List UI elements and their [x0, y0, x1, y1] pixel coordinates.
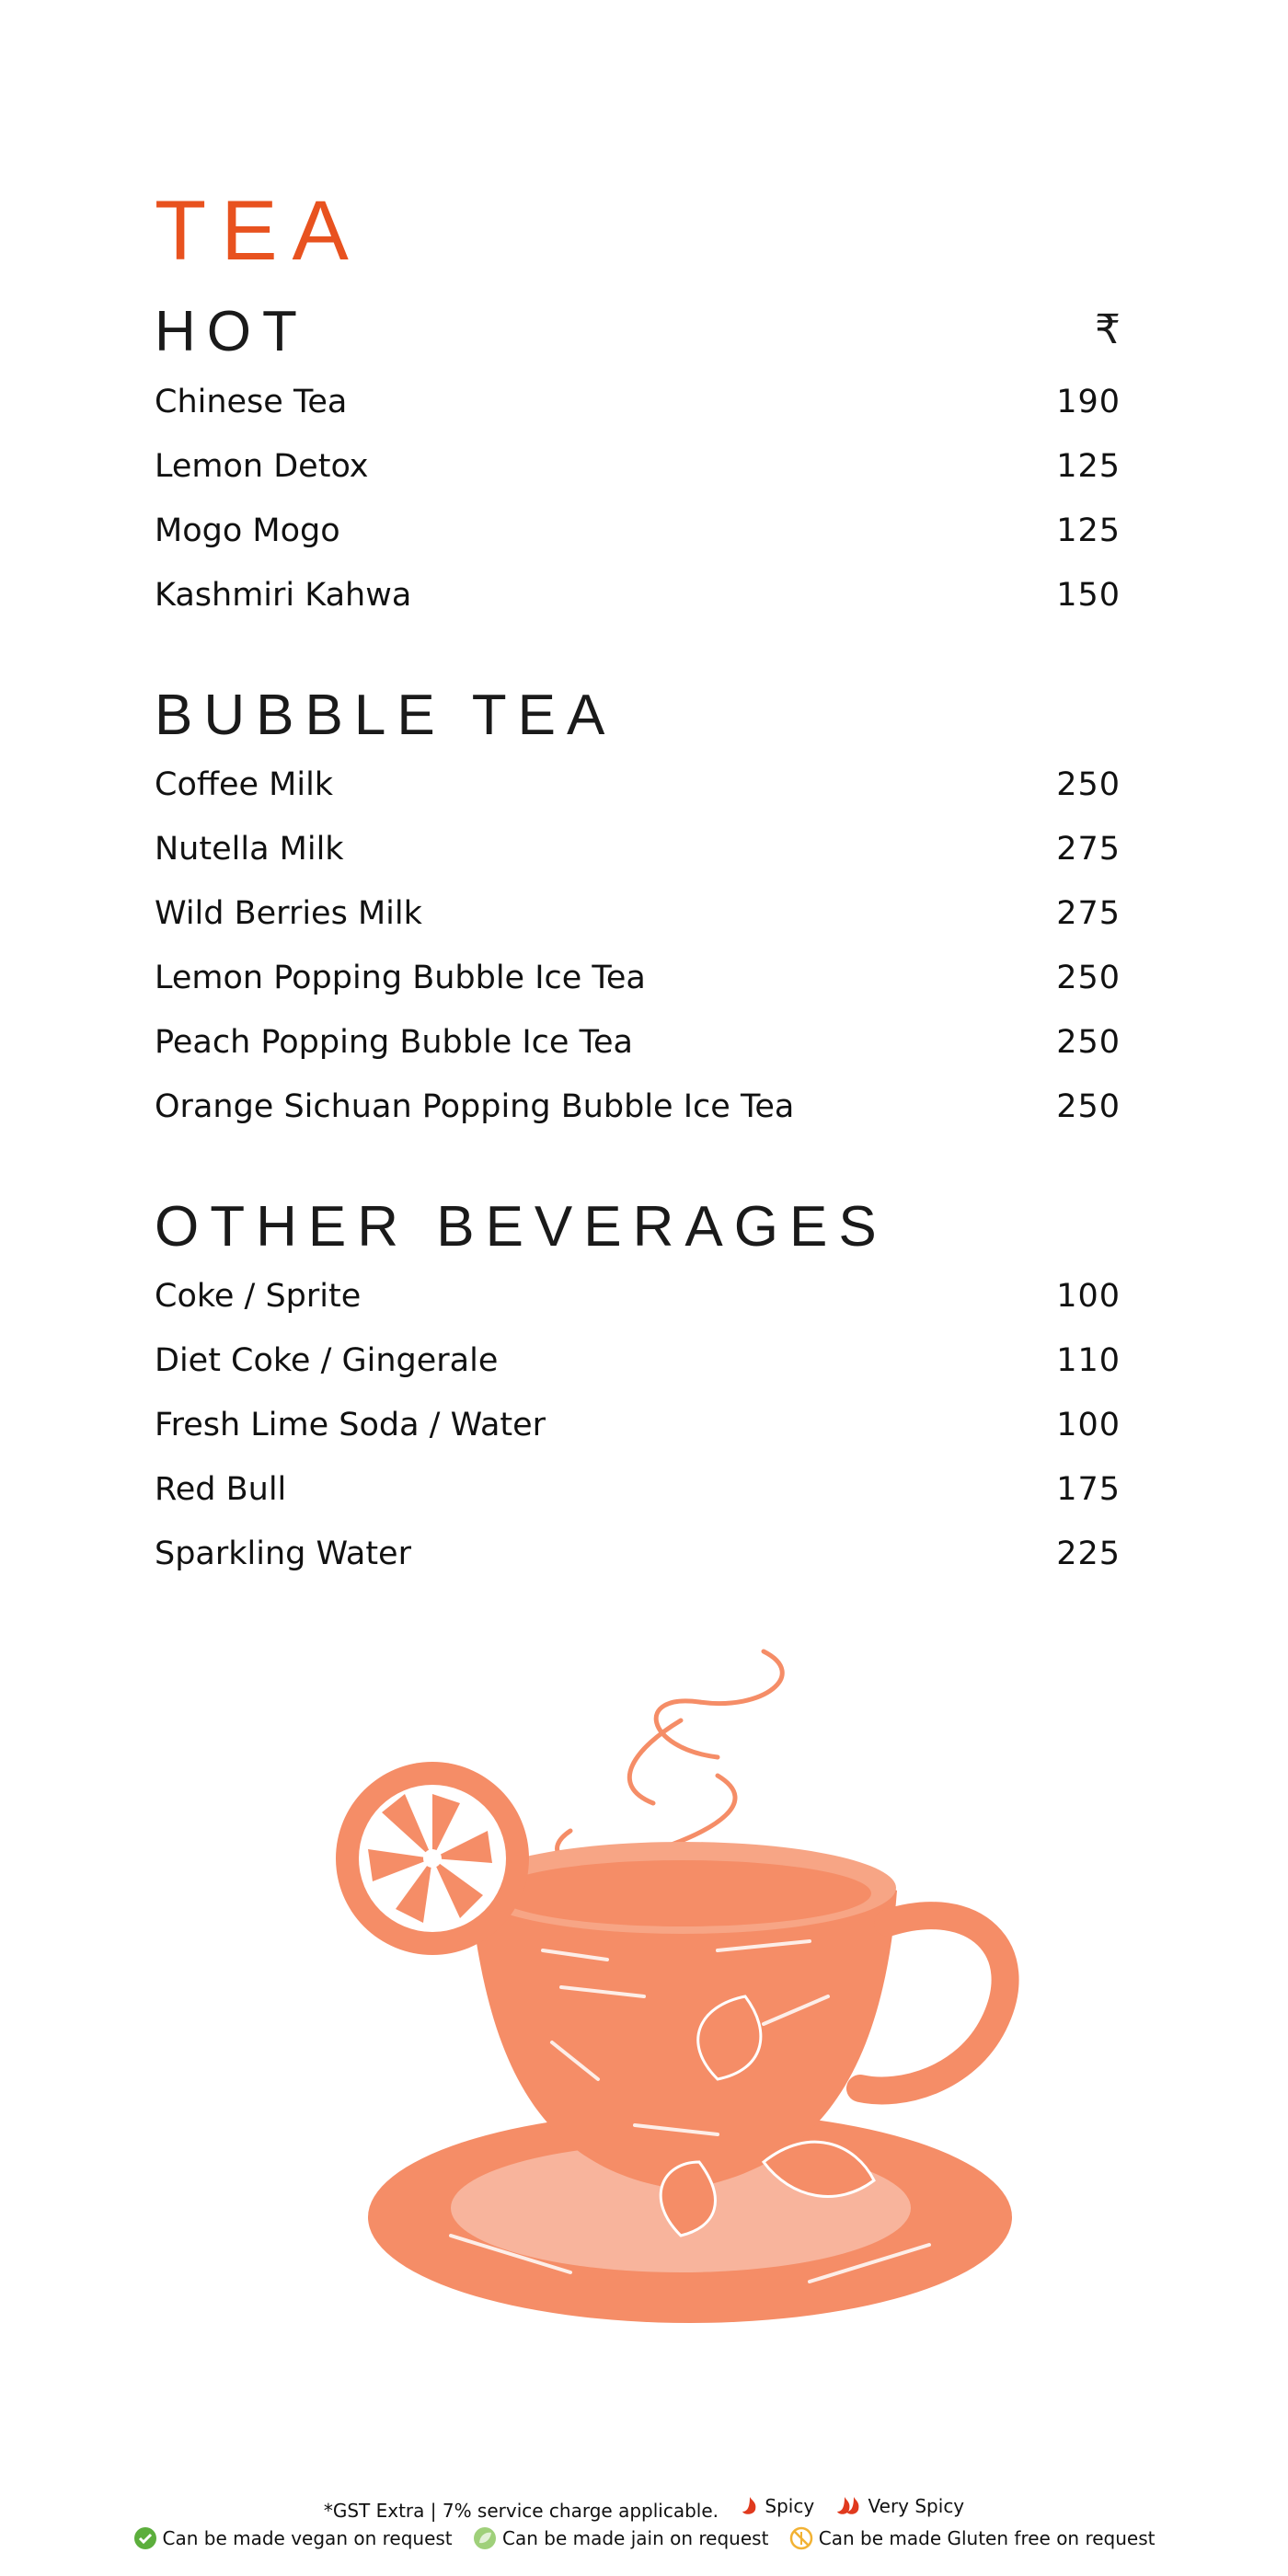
menu-item	[155, 753, 1121, 817]
steam-icon	[558, 1651, 783, 1864]
menu-item-price: 275	[1056, 895, 1121, 932]
menu-item	[155, 1522, 1121, 1586]
page-title: TEA	[155, 184, 363, 278]
menu-item-price: 225	[1056, 1535, 1121, 1572]
menu-item-name: Kashmiri Kahwa	[155, 577, 412, 614]
menu-item-price: 125	[1056, 512, 1121, 549]
lemon-slice-icon	[336, 1762, 529, 1955]
gluten-free-legend	[789, 2526, 1156, 2550]
menu-item-price: 275	[1056, 831, 1121, 868]
other-beverages-item-list	[155, 1264, 1121, 1586]
menu-item-price: 150	[1056, 577, 1121, 614]
menu-item	[155, 1393, 1121, 1457]
tea-cup-illustration	[331, 1647, 1030, 2392]
menu-item	[155, 946, 1121, 1010]
vegan-legend	[133, 2526, 453, 2550]
section-title-bubble-tea: BUBBLE TEA	[155, 684, 616, 747]
footer-notes	[0, 2495, 1288, 2522]
spicy-label: Spicy	[765, 2495, 815, 2517]
menu-item-name: Lemon Detox	[155, 448, 369, 485]
gluten-free-icon	[789, 2526, 813, 2550]
menu-item-price: 110	[1056, 1342, 1121, 1379]
menu-item-price: 250	[1056, 960, 1121, 996]
bubble-tea-item-list	[155, 753, 1121, 1139]
vegan-check-icon	[133, 2526, 157, 2550]
menu-item-name: Nutella Milk	[155, 831, 344, 868]
menu-item-price: 250	[1056, 1088, 1121, 1125]
menu-item-name: Chinese Tea	[155, 384, 348, 420]
menu-item	[155, 817, 1121, 881]
hot-item-list	[155, 370, 1121, 627]
menu-item	[155, 370, 1121, 434]
jain-leaf-icon	[473, 2526, 497, 2550]
menu-item-name: Coke / Sprite	[155, 1278, 362, 1315]
menu-item-name: Red Bull	[155, 1471, 287, 1508]
menu-item	[155, 1457, 1121, 1522]
menu-item-name: Peach Popping Bubble Ice Tea	[155, 1024, 633, 1061]
gluten-free-label: Can be made Gluten free on request	[818, 2527, 1156, 2549]
gst-note: *GST Extra | 7% service charge applicable.	[323, 2500, 719, 2522]
menu-item	[155, 434, 1121, 499]
menu-item-name: Orange Sichuan Popping Bubble Ice Tea	[155, 1088, 795, 1125]
menu-item-name: Coffee Milk	[155, 766, 334, 803]
jain-legend	[473, 2526, 768, 2550]
section-title-other-beverages: OTHER BEVERAGES	[155, 1195, 888, 1259]
jain-label: Can be made jain on request	[502, 2527, 769, 2549]
menu-item-name: Lemon Popping Bubble Ice Tea	[155, 960, 646, 996]
menu-item	[155, 1075, 1121, 1139]
menu-item-name: Fresh Lime Soda / Water	[155, 1407, 546, 1443]
menu-item	[155, 881, 1121, 946]
currency-symbol: ₹	[1095, 306, 1121, 353]
very-spicy-legend	[835, 2495, 965, 2517]
menu-item-name: Sparkling Water	[155, 1535, 411, 1572]
vegan-label: Can be made vegan on request	[162, 2527, 453, 2549]
menu-item-price: 190	[1056, 384, 1121, 420]
menu-item-price: 125	[1056, 448, 1121, 485]
footer-dietary	[0, 2526, 1288, 2555]
section-title-hot: HOT	[155, 300, 308, 363]
menu-item-name: Wild Berries Milk	[155, 895, 422, 932]
menu-item	[155, 1264, 1121, 1328]
menu-item-price: 100	[1056, 1407, 1121, 1443]
menu-item-price: 250	[1056, 1024, 1121, 1061]
menu-item-price: 250	[1056, 766, 1121, 803]
chili-icon	[739, 2495, 759, 2517]
menu-item	[155, 499, 1121, 563]
menu-item-price: 100	[1056, 1278, 1121, 1315]
menu-item	[155, 1328, 1121, 1393]
menu-item	[155, 563, 1121, 627]
double-chili-icon	[835, 2495, 863, 2517]
very-spicy-label: Very Spicy	[868, 2495, 965, 2517]
spicy-legend	[739, 2495, 814, 2517]
menu-item-price: 175	[1056, 1471, 1121, 1508]
menu-item	[155, 1010, 1121, 1075]
menu-item-name: Diet Coke / Gingerale	[155, 1342, 499, 1379]
menu-item-name: Mogo Mogo	[155, 512, 340, 549]
